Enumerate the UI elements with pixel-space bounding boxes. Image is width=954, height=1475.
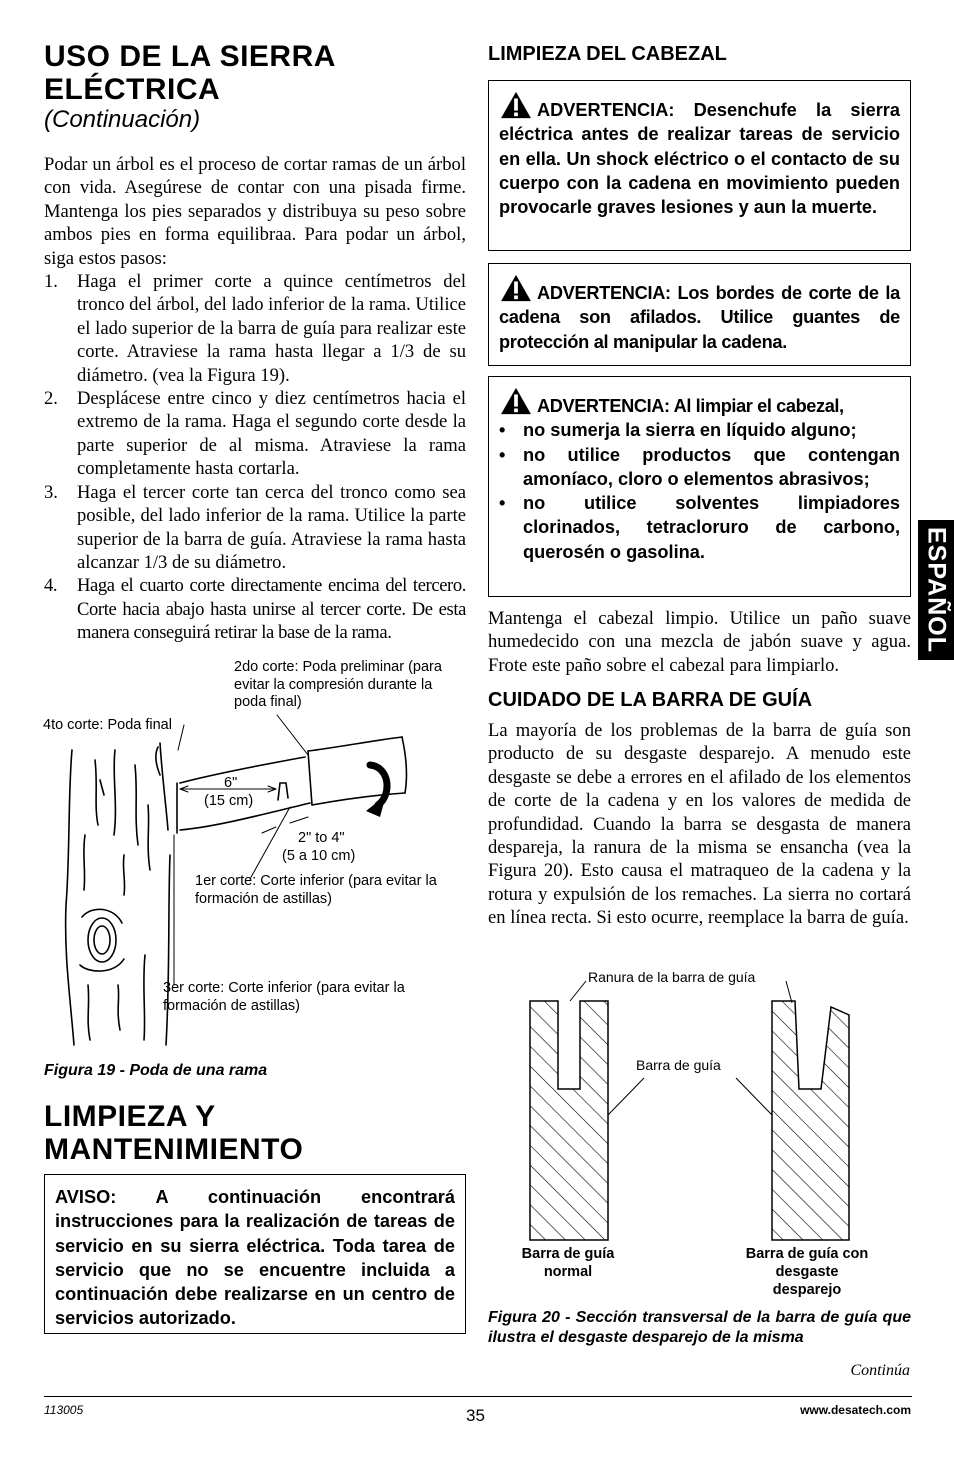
barra-paragraph: La mayoría de los problemas de la barra de guía son producto de su desgaste desparejo. A menudo este desgaste se debe a errores en el afilado de los elementos de corte de la cadena y en los valores de medida de profundidad. Cuando la barra se desgasta de manera despareja, la ranura de la misma se ensancha (vea la Figura 20). Esto causa el matraqueo de la cadena y la rotura y expulsión de los remaches. La sierra no cortará en línea recta. Si esto ocurre, reemplace la barra de guía. (488, 720, 911, 929)
figure-19 (40, 655, 470, 1055)
heading-line-2: MANTENIMIENTO (44, 1133, 304, 1166)
heading-line-2: ELÉCTRICA (44, 73, 221, 106)
step-item: 1. Haga el primer corte a quince centímetros del tronco del árbol, del lado inferior de la rama. Utilice el lado superior de la barra de guía para realizar este corte. Atraviese la rama hasta llegar a 1/3 de su diámetro. (vea la Figura 19). (44, 271, 466, 386)
dim-2-to-4-inch: 2" to 4" (298, 830, 345, 846)
warning-icon (499, 274, 533, 302)
warning-bullet: • no utilice solventes limpiadores clorinados, tetracloruro de carbono, querosén o gasolina. (499, 493, 900, 562)
warning-title: ADVERTENCIA: Al limpiar el cabezal, (499, 387, 900, 418)
warning-icon (499, 91, 533, 119)
warning-box-cleaning (488, 376, 911, 597)
pruning-instructions (44, 153, 466, 645)
heading-line-1: USO DE LA SIERRA (44, 40, 336, 73)
notice-text: AVISO: A continuación encontrará instrucciones para la realización de tareas de servicio en su sierra eléctrica. Toda tarea de servicio que no se encuentre incluida a continuación debe realizarse en un centro de servicios autorizado. (55, 1187, 455, 1329)
notice-box (44, 1174, 466, 1334)
warning-box-unplug (488, 80, 911, 251)
heading-line-1: LIMPIEZA Y (44, 1100, 216, 1133)
cabezal-paragraph: Mantenga el cabezal limpio. Utilice un paño suave humedecido con una mezcla de jabón suave y agua. Frote este paño sobre el cabezal para limpiarlo. (488, 608, 911, 676)
figure-20-caption: Figura 20 - Sección transversal de la barra de guía que ilustra el desgaste desparejo de la misma (488, 1309, 911, 1346)
pruning-steps (44, 270, 466, 645)
dim-15-cm: (15 cm) (204, 793, 254, 809)
warning-text: ADVERTENCIA: Desenchufe la sierra eléctrica antes de realizar tareas de servicio en ella. Un shock eléctrico o el contacto de su cuerpo con la cadena en movimiento pueden provocarle graves lesiones y aun la muerte. (499, 100, 900, 218)
step-item: 3. Haga el tercer corte tan cerca del tronco como sea posible, del lado inferior de la rama. Utilice la parte superior de la barra de guía. Atraviese la rama hasta alcanzar 1/3 de su diámetro. (44, 481, 466, 573)
warning-bullet: • no sumerja la sierra en líquido alguno; (499, 420, 857, 441)
figure-19-caption: Figura 19 - Poda de una rama (44, 1062, 268, 1079)
label-barra-de-guia: Barra de guía (636, 1057, 721, 1073)
heading-limpieza-cabezal: LIMPIEZA DEL CABEZAL (488, 43, 727, 65)
heading-subtitle: (Continuación) (44, 106, 201, 133)
label-ranura: Ranura de la barra de guía (588, 969, 756, 985)
warning-bullet: • no utilice productos que contengan amoníaco, cloro o elementos abrasivos; (499, 444, 900, 489)
dim-6-inch: 6" (224, 775, 238, 791)
warning-text: ADVERTENCIA: Los bordes de corte de la cadena son afilados. Utilice guantes de protección al manipular la cadena. (499, 283, 900, 352)
heading-cuidado-barra: CUIDADO DE LA BARRA DE GUÍA (488, 689, 813, 711)
language-tab: ESPAÑOL (918, 520, 954, 660)
step-item: 4. Haga el cuarto corte directamente encima del tercero. Corte hacia abajo hasta unirse al tercer corte. De esta manera conseguirá retirar la base de la rama. (44, 575, 466, 644)
continua-note: Continúa (850, 1362, 910, 1379)
warning-icon (499, 387, 533, 415)
section-heading-limpieza (44, 1100, 464, 1166)
warning-box-edges (488, 263, 911, 366)
step-item: 2. Desplácese entre cinco y diez centímetros hacia el extremo de la rama. Haga el segundo corte desde la parte superior de al misma. Atraviese la rama completamente hasta cortarla. (44, 388, 466, 480)
footer-url: www.desatech.com (800, 1403, 911, 1417)
page-number: 35 (466, 1406, 485, 1425)
label-2do-corte: 2do corte: Poda preliminar (para evitar la compresión durante la poda final) (234, 659, 442, 710)
label-barra-desgaste: Barra de guía con desgaste desparejo (745, 1246, 869, 1298)
label-barra-normal: Barra de guía normal (521, 1246, 615, 1280)
footer-code: 113005 (44, 1403, 84, 1417)
label-4to-corte: 4to corte: Poda final (43, 717, 172, 733)
footer-divider (44, 1396, 912, 1397)
section-heading-uso (44, 40, 464, 134)
figure-20 (488, 965, 911, 1305)
intro-paragraph: Podar un árbol es el proceso de cortar ramas de un árbol con vida. Asegúrese de contar con una pisada firme. Mantenga los pies separados y distribuya su peso sobre ambos pies en forma equilibraa. Para podar un árbol, siga estos pasos: (44, 154, 466, 269)
dim-5-a-10-cm: (5 a 10 cm) (282, 848, 356, 864)
label-3er-corte: 3er corte: Corte inferior (para evitar la formación de astillas) (163, 980, 405, 1014)
label-1er-corte: 1er corte: Corte inferior (para evitar la formación de astillas) (195, 873, 437, 907)
